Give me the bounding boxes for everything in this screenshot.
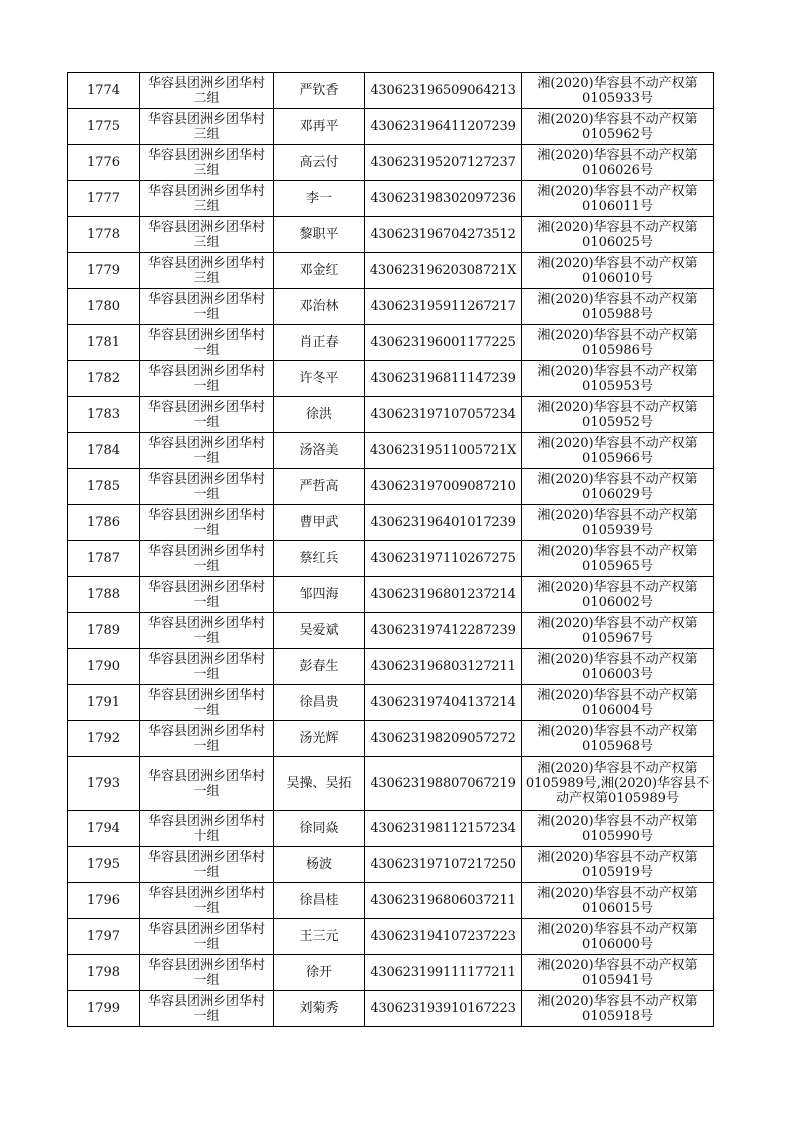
id-number-cell: 430623196801237214 <box>365 577 522 613</box>
row-number-cell: 1783 <box>68 397 140 433</box>
row-number-cell: 1776 <box>68 145 140 181</box>
owner-name-cell: 徐昌桂 <box>274 883 365 919</box>
id-number-cell: 430623198209057272 <box>365 721 522 757</box>
certificate-number-cell: 湘(2020)华容县不动产权第0106004号 <box>522 685 714 721</box>
id-number-cell: 430623196411207239 <box>365 109 522 145</box>
owner-name-cell: 许冬平 <box>274 361 365 397</box>
address-cell: 华容县团洲乡团华村一组 <box>140 685 274 721</box>
row-number-cell: 1798 <box>68 955 140 991</box>
owner-name-cell: 严钦香 <box>274 73 365 109</box>
certificate-number-cell: 湘(2020)华容县不动产权第0105939号 <box>522 505 714 541</box>
table-row <box>68 847 714 883</box>
row-number-cell: 1797 <box>68 919 140 955</box>
certificate-number-cell: 湘(2020)华容县不动产权第0105933号 <box>522 73 714 109</box>
certificate-number-cell: 湘(2020)华容县不动产权第0105967号 <box>522 613 714 649</box>
certificate-number-cell: 湘(2020)华容县不动产权第0106029号 <box>522 469 714 505</box>
table-row <box>68 505 714 541</box>
row-number-cell: 1792 <box>68 721 140 757</box>
certificate-number-cell: 湘(2020)华容县不动产权第0106026号 <box>522 145 714 181</box>
address-cell: 华容县团洲乡团华村一组 <box>140 577 274 613</box>
id-number-cell: 43062319620308721X <box>365 253 522 289</box>
address-cell: 华容县团洲乡团华村一组 <box>140 721 274 757</box>
table-row <box>68 397 714 433</box>
table-row <box>68 991 714 1027</box>
row-number-cell: 1781 <box>68 325 140 361</box>
table-row <box>68 955 714 991</box>
row-number-cell: 1778 <box>68 217 140 253</box>
address-cell: 华容县团洲乡团华村一组 <box>140 289 274 325</box>
address-cell: 华容县团洲乡团华村一组 <box>140 397 274 433</box>
address-cell: 华容县团洲乡团华村三组 <box>140 253 274 289</box>
address-cell: 华容县团洲乡团华村三组 <box>140 109 274 145</box>
owner-name-cell: 刘菊秀 <box>274 991 365 1027</box>
table-row <box>68 577 714 613</box>
id-number-cell: 430623195207127237 <box>365 145 522 181</box>
owner-name-cell: 曹甲武 <box>274 505 365 541</box>
owner-name-cell: 汤洛美 <box>274 433 365 469</box>
owner-name-cell: 汤光辉 <box>274 721 365 757</box>
owner-name-cell: 徐昌贵 <box>274 685 365 721</box>
certificate-number-cell: 湘(2020)华容县不动产权第0106010号 <box>522 253 714 289</box>
address-cell: 华容县团洲乡团华村一组 <box>140 757 274 811</box>
address-cell: 华容县团洲乡团华村一组 <box>140 541 274 577</box>
id-number-cell: 430623197412287239 <box>365 613 522 649</box>
row-number-cell: 1786 <box>68 505 140 541</box>
id-number-cell: 430623195911267217 <box>365 289 522 325</box>
row-number-cell: 1789 <box>68 613 140 649</box>
table-row <box>68 361 714 397</box>
owner-name-cell: 邓金红 <box>274 253 365 289</box>
address-cell: 华容县团洲乡团华村一组 <box>140 505 274 541</box>
row-number-cell: 1795 <box>68 847 140 883</box>
id-number-cell: 430623196001177225 <box>365 325 522 361</box>
id-number-cell: 430623198112157234 <box>365 811 522 847</box>
row-number-cell: 1796 <box>68 883 140 919</box>
owner-name-cell: 高云付 <box>274 145 365 181</box>
table-row <box>68 721 714 757</box>
certificate-number-cell: 湘(2020)华容县不动产权第0105962号 <box>522 109 714 145</box>
owner-name-cell: 李一 <box>274 181 365 217</box>
table-row <box>68 613 714 649</box>
row-number-cell: 1775 <box>68 109 140 145</box>
table-row <box>68 685 714 721</box>
certificate-number-cell: 湘(2020)华容县不动产权第0105919号 <box>522 847 714 883</box>
owner-name-cell: 王三元 <box>274 919 365 955</box>
id-number-cell: 430623196401017239 <box>365 505 522 541</box>
row-number-cell: 1788 <box>68 577 140 613</box>
address-cell: 华容县团洲乡团华村一组 <box>140 991 274 1027</box>
certificate-number-cell: 湘(2020)华容县不动产权第0105965号 <box>522 541 714 577</box>
table-row <box>68 541 714 577</box>
owner-name-cell: 邓再平 <box>274 109 365 145</box>
id-number-cell: 430623198807067219 <box>365 757 522 811</box>
certificate-number-cell: 湘(2020)华容县不动产权第0105918号 <box>522 991 714 1027</box>
row-number-cell: 1777 <box>68 181 140 217</box>
table-row <box>68 289 714 325</box>
owner-name-cell: 蔡红兵 <box>274 541 365 577</box>
table-row <box>68 253 714 289</box>
table-row <box>68 217 714 253</box>
certificate-number-cell: 湘(2020)华容县不动产权第0105989号,湘(2020)华容县不动产权第0105989号 <box>522 757 714 811</box>
table-row <box>68 433 714 469</box>
certificate-number-cell: 湘(2020)华容县不动产权第0105941号 <box>522 955 714 991</box>
id-number-cell: 430623199111177211 <box>365 955 522 991</box>
owner-name-cell: 严哲高 <box>274 469 365 505</box>
address-cell: 华容县团洲乡团华村一组 <box>140 883 274 919</box>
id-number-cell: 430623196803127211 <box>365 649 522 685</box>
certificate-number-cell: 湘(2020)华容县不动产权第0106011号 <box>522 181 714 217</box>
registry-table-body <box>68 73 714 1027</box>
table-row <box>68 919 714 955</box>
row-number-cell: 1784 <box>68 433 140 469</box>
table-row <box>68 325 714 361</box>
row-number-cell: 1790 <box>68 649 140 685</box>
row-number-cell: 1782 <box>68 361 140 397</box>
row-number-cell: 1785 <box>68 469 140 505</box>
certificate-number-cell: 湘(2020)华容县不动产权第0105966号 <box>522 433 714 469</box>
owner-name-cell: 徐同焱 <box>274 811 365 847</box>
id-number-cell: 430623196811147239 <box>365 361 522 397</box>
id-number-cell: 430623197107217250 <box>365 847 522 883</box>
table-row <box>68 145 714 181</box>
address-cell: 华容县团洲乡团华村三组 <box>140 217 274 253</box>
address-cell: 华容县团洲乡团华村一组 <box>140 361 274 397</box>
id-number-cell: 430623197107057234 <box>365 397 522 433</box>
address-cell: 华容县团洲乡团华村一组 <box>140 919 274 955</box>
owner-name-cell: 邓治林 <box>274 289 365 325</box>
table-row <box>68 73 714 109</box>
certificate-number-cell: 湘(2020)华容县不动产权第0106015号 <box>522 883 714 919</box>
id-number-cell: 430623196806037211 <box>365 883 522 919</box>
table-row <box>68 181 714 217</box>
owner-name-cell: 吴爱斌 <box>274 613 365 649</box>
owner-name-cell: 黎职平 <box>274 217 365 253</box>
owner-name-cell: 徐洪 <box>274 397 365 433</box>
id-number-cell: 430623194107237223 <box>365 919 522 955</box>
property-registry-table <box>67 72 714 1027</box>
row-number-cell: 1787 <box>68 541 140 577</box>
row-number-cell: 1779 <box>68 253 140 289</box>
row-number-cell: 1774 <box>68 73 140 109</box>
table-row <box>68 757 714 811</box>
id-number-cell: 430623197404137214 <box>365 685 522 721</box>
address-cell: 华容县团洲乡团华村一组 <box>140 433 274 469</box>
row-number-cell: 1799 <box>68 991 140 1027</box>
owner-name-cell: 邹四海 <box>274 577 365 613</box>
address-cell: 华容县团洲乡团华村二组 <box>140 73 274 109</box>
address-cell: 华容县团洲乡团华村一组 <box>140 847 274 883</box>
row-number-cell: 1794 <box>68 811 140 847</box>
owner-name-cell: 徐开 <box>274 955 365 991</box>
address-cell: 华容县团洲乡团华村一组 <box>140 325 274 361</box>
certificate-number-cell: 湘(2020)华容县不动产权第0105952号 <box>522 397 714 433</box>
owner-name-cell: 肖正春 <box>274 325 365 361</box>
owner-name-cell: 杨波 <box>274 847 365 883</box>
certificate-number-cell: 湘(2020)华容县不动产权第0105986号 <box>522 325 714 361</box>
certificate-number-cell: 湘(2020)华容县不动产权第0105968号 <box>522 721 714 757</box>
id-number-cell: 43062319511005721X <box>365 433 522 469</box>
address-cell: 华容县团洲乡团华村一组 <box>140 613 274 649</box>
address-cell: 华容县团洲乡团华村三组 <box>140 181 274 217</box>
row-number-cell: 1791 <box>68 685 140 721</box>
address-cell: 华容县团洲乡团华村一组 <box>140 955 274 991</box>
table-row <box>68 811 714 847</box>
table-row <box>68 649 714 685</box>
row-number-cell: 1780 <box>68 289 140 325</box>
address-cell: 华容县团洲乡团华村一组 <box>140 469 274 505</box>
table-row <box>68 883 714 919</box>
id-number-cell: 430623196509064213 <box>365 73 522 109</box>
id-number-cell: 430623197009087210 <box>365 469 522 505</box>
owner-name-cell: 吴操、吴拓 <box>274 757 365 811</box>
table-row <box>68 469 714 505</box>
owner-name-cell: 彭春生 <box>274 649 365 685</box>
address-cell: 华容县团洲乡团华村一组 <box>140 649 274 685</box>
table-row <box>68 109 714 145</box>
row-number-cell: 1793 <box>68 757 140 811</box>
id-number-cell: 430623198302097236 <box>365 181 522 217</box>
id-number-cell: 430623193910167223 <box>365 991 522 1027</box>
certificate-number-cell: 湘(2020)华容县不动产权第0106025号 <box>522 217 714 253</box>
address-cell: 华容县团洲乡团华村十组 <box>140 811 274 847</box>
certificate-number-cell: 湘(2020)华容县不动产权第0106000号 <box>522 919 714 955</box>
certificate-number-cell: 湘(2020)华容县不动产权第0105988号 <box>522 289 714 325</box>
certificate-number-cell: 湘(2020)华容县不动产权第0106003号 <box>522 649 714 685</box>
certificate-number-cell: 湘(2020)华容县不动产权第0105990号 <box>522 811 714 847</box>
id-number-cell: 430623196704273512 <box>365 217 522 253</box>
address-cell: 华容县团洲乡团华村三组 <box>140 145 274 181</box>
id-number-cell: 430623197110267275 <box>365 541 522 577</box>
certificate-number-cell: 湘(2020)华容县不动产权第0105953号 <box>522 361 714 397</box>
certificate-number-cell: 湘(2020)华容县不动产权第0106002号 <box>522 577 714 613</box>
